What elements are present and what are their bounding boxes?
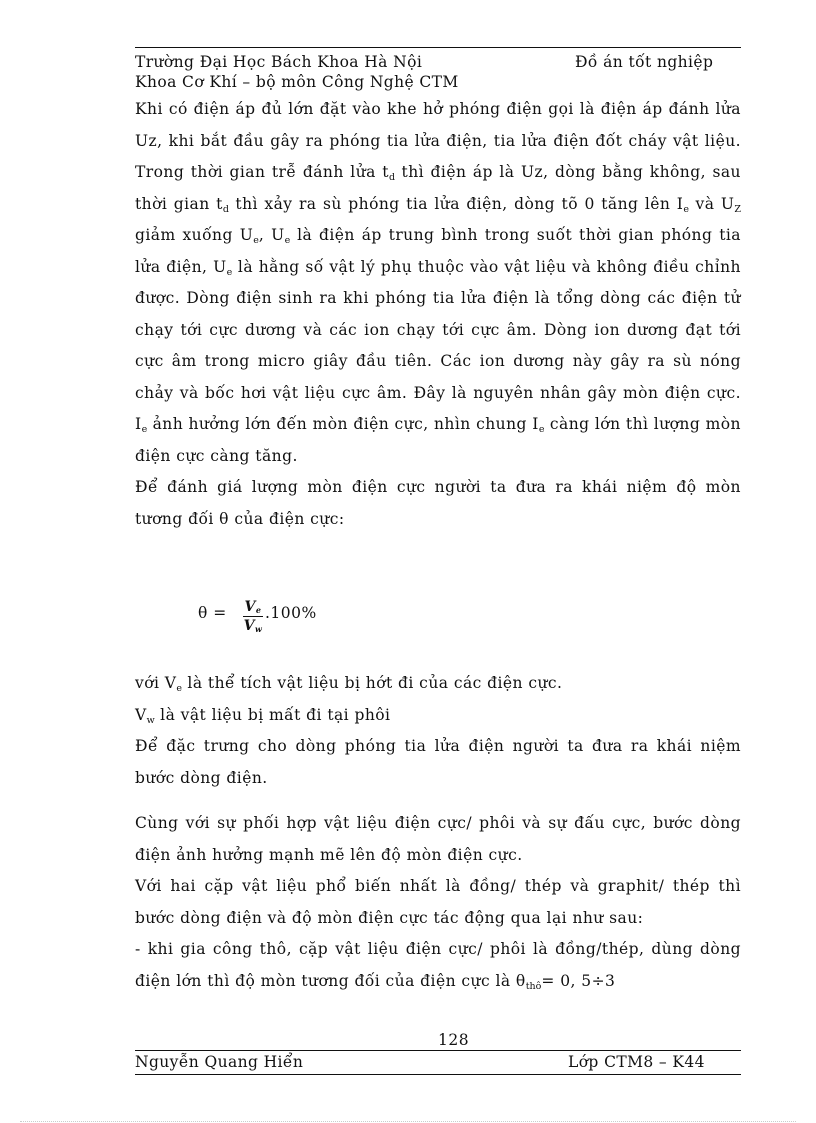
formula-denominator: $V_w$ bbox=[243, 618, 263, 634]
header-doc-type: Đồ án tốt nghiệp bbox=[575, 53, 714, 71]
paragraph-discharge: Khi có điện áp đủ lớn đặt vào khe hở phóng điện gọi là điện áp đánh lửa Uz, khi bắt đầu gây ra phóng tia lửa điện, tia lửa điện đốt cháy vật liệu. Trong thời gian trễ đánh lửa $t_d$ thì điện áp là Uz, dòng bằng không, sau thời gian $t_d$ thì xảy ra sù phóng tia lửa điện, dòng tõ 0 tăng lên $I_e$ và $U_Z$ giảm xuống $U_e$, $U_e$ là điện áp trung bình trong suốt thời gian phóng tia lửa điện, $U_e$ là hằng số vật lý phụ thuộc vào vật liệu và không điều chỉnh được. Dòng điện sinh ra khi phóng tia lửa điện là tổng dòng các điện tử chạy tới cực dương và các ion chạy tới cực âm. Dòng ion dương đạt tới cực âm trong micro giây đầu tiên. Các ion dương này gây ra sù nóng chảy và bốc hơi vật liệu cực âm. Đây là nguyên nhân gây mòn điện cực. $I_e$ ảnh hưởng lớn đến mòn điện cực, nhìn chung $I_e$ càng lớn thì lượng mòn điện cực càng tăng. bbox=[135, 100, 741, 465]
paragraph-gap bbox=[135, 794, 741, 808]
footer-author: Nguyễn Quang Hiển bbox=[135, 1053, 304, 1071]
footer-top-rule bbox=[135, 1050, 741, 1051]
page-edge-dotted-line bbox=[20, 1121, 796, 1122]
header-university: Trường Đại Học Bách Khoa Hà Nội bbox=[135, 53, 423, 71]
paragraph-rough-machining: - khi gia công thô, cặp vật liệu điện cực/ phôi là đồng/thép, dùng dòng điện lớn thì độ mòn tương đối của điện cực là $\theta_{thô}= 0$, 5÷3 bbox=[135, 940, 741, 992]
formula-lhs: θ = bbox=[198, 604, 227, 622]
header-faculty: Khoa Cơ Khí – bộ môn Công Nghệ CTM bbox=[135, 73, 459, 91]
paragraph-material-pairing: Cùng với sự phối hợp vật liệu điện cực/ phôi và sự đấu cực, bước dòng điện ảnh hưởng mạnh mẽ lên độ mòn điện cực. bbox=[135, 814, 741, 864]
body-text bbox=[135, 94, 741, 535]
page-number: 128 bbox=[438, 1031, 470, 1049]
line-vw-definition: $V_w$ là vật liệu bị mất đi tại phôi bbox=[135, 705, 391, 726]
paragraph-current-step: Để đặc trưng cho dòng phóng tia lửa điện người ta đưa ra khái niệm bước dòng điện. bbox=[135, 737, 741, 787]
paragraph-wear-definition: Để đánh giá lượng mòn điện cực người ta đưa ra khái niệm độ mòn tương đối θ của điện cực: bbox=[135, 478, 741, 528]
footer-bottom-rule bbox=[135, 1074, 741, 1075]
formula-fraction bbox=[242, 598, 264, 635]
body-text-continued bbox=[135, 668, 741, 997]
paragraph-material-pairs: Với hai cặp vật liệu phổ biến nhất là đồng/ thép và graphit/ thép thì bước dòng điện và độ mòn điện cực tác động qua lại như sau: bbox=[135, 877, 741, 927]
formula-numerator: $V_e$ bbox=[244, 599, 262, 615]
header-top-rule bbox=[135, 47, 741, 48]
header-left bbox=[135, 52, 459, 92]
formula-rhs: .100% bbox=[265, 604, 317, 622]
footer-class: Lớp CTM8 – K44 bbox=[568, 1053, 705, 1071]
line-ve-definition: với $V_e$ là thể tích vật liệu bị hớt đi của các điện cực. bbox=[135, 674, 563, 694]
